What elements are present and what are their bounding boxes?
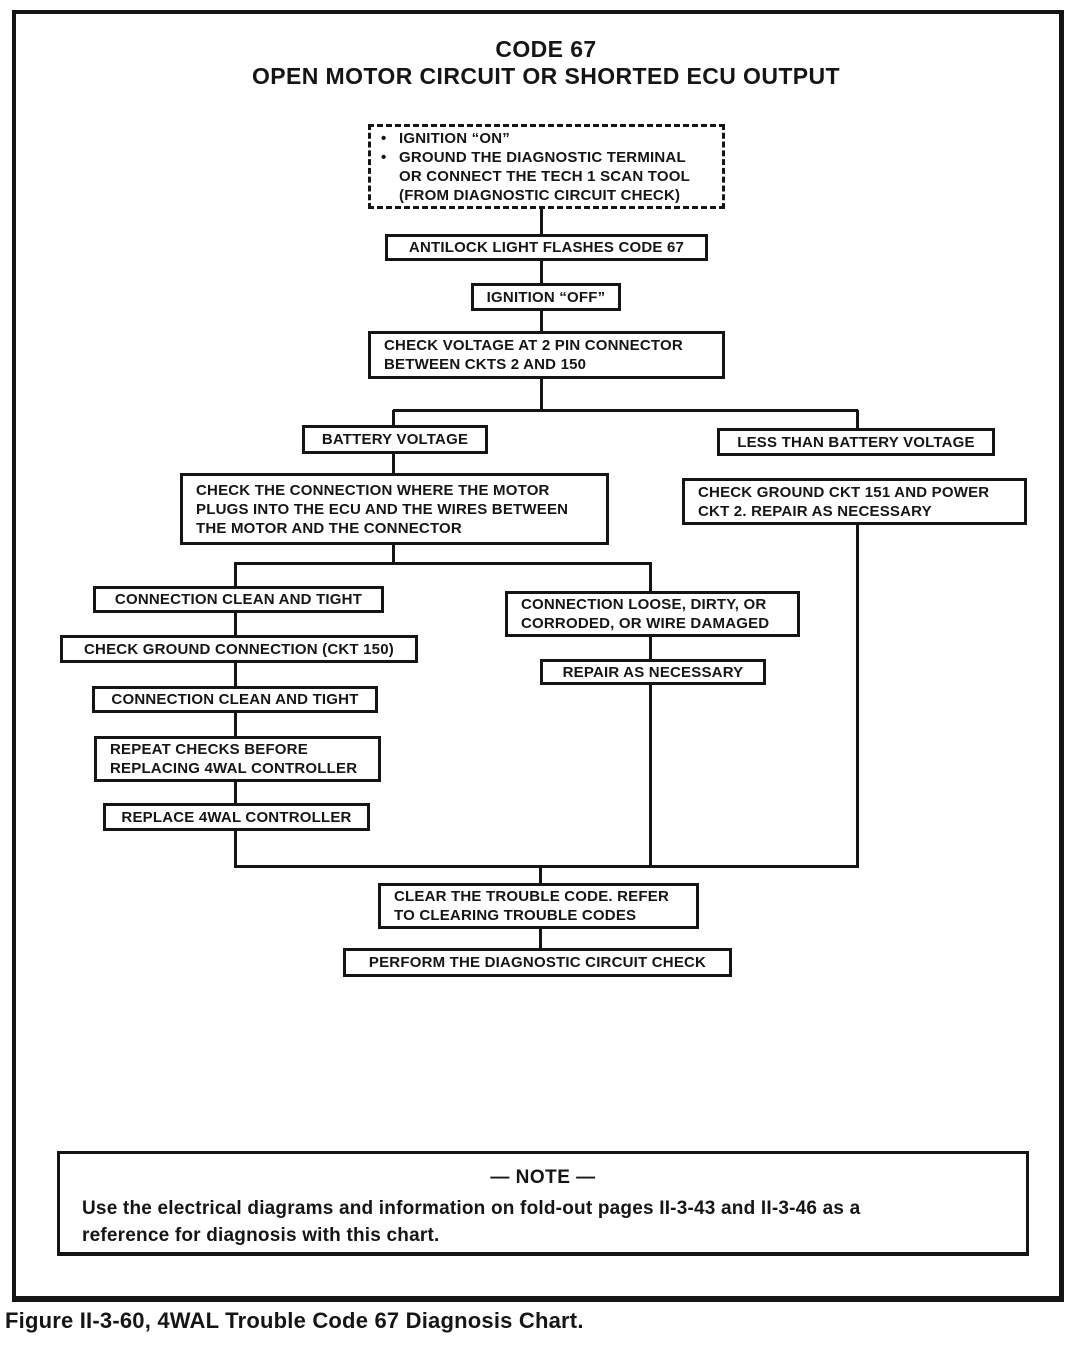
- node-antilock-light-text: ANTILOCK LIGHT FLASHES CODE 67: [408, 239, 685, 256]
- node-less-than-battery-voltage: [717, 428, 995, 456]
- node-clear-trouble-code-text: TO CLEARING TROUBLE CODES: [394, 907, 637, 924]
- node-repeat-checks-text: REPEAT CHECKS BEFORE: [110, 741, 308, 758]
- connector-line: [234, 713, 237, 736]
- connector-line: [392, 454, 395, 473]
- node-start-line: [381, 129, 722, 148]
- node-replace-controller: [103, 803, 370, 831]
- node-start-line: [381, 167, 722, 186]
- node-check-connection-text: CHECK THE CONNECTION WHERE THE MOTOR: [196, 481, 550, 499]
- node-check-ground-power-text: CKT 2. REPAIR AS NECESSARY: [698, 502, 932, 520]
- connector-line: [540, 379, 543, 411]
- connector-line: [234, 663, 237, 686]
- node-ignition-off-text: IGNITION “OFF”: [486, 288, 606, 306]
- node-start-text: OR CONNECT THE TECH 1 SCAN TOOL: [399, 167, 690, 185]
- node-connection-loose-text: CONNECTION LOOSE, DIRTY, OR: [521, 596, 767, 613]
- node-repeat-checks-text: REPLACING 4WAL CONTROLLER: [110, 760, 358, 777]
- node-check-voltage-text: BETWEEN CKTS 2 AND 150: [384, 356, 587, 373]
- bullet-icon: •: [381, 129, 387, 147]
- node-battery-voltage: [302, 425, 488, 454]
- node-repeat-checks: [94, 736, 381, 782]
- node-start-text: (FROM DIAGNOSTIC CIRCUIT CHECK): [399, 186, 681, 204]
- connector-line: [234, 563, 237, 586]
- connector-line: [393, 409, 858, 412]
- connector-line: [234, 782, 237, 803]
- connector-line: [234, 831, 237, 867]
- connector-line: [234, 865, 859, 868]
- note-body: [60, 1189, 1026, 1249]
- note-body-line: Use the electrical diagrams and information on fold-out pages II-3-43 and II-3-46 as a: [82, 1198, 861, 1219]
- connector-line: [649, 685, 652, 867]
- node-check-connection: [180, 473, 609, 545]
- node-connection-clean-1: [93, 586, 384, 613]
- node-perform-diagnostic-check-text: PERFORM THE DIAGNOSTIC CIRCUIT CHECK: [368, 954, 707, 971]
- node-clear-trouble-code: [378, 883, 699, 929]
- node-check-voltage-text: CHECK VOLTAGE AT 2 PIN CONNECTOR: [384, 337, 683, 354]
- chart-title-description: OPEN MOTOR CIRCUIT OR SHORTED ECU OUTPUT: [251, 63, 841, 89]
- node-start-line: [381, 186, 722, 205]
- connector-line: [234, 562, 652, 565]
- connector-line: [856, 410, 859, 428]
- node-connection-clean-1-text: CONNECTION CLEAN AND TIGHT: [114, 591, 363, 608]
- connector-line: [856, 525, 859, 867]
- connector-line: [539, 929, 542, 948]
- node-start-line: [381, 148, 722, 167]
- node-battery-voltage-text: BATTERY VOLTAGE: [321, 431, 469, 448]
- node-check-ground-power-text: CHECK GROUND CKT 151 AND POWER: [698, 483, 990, 501]
- node-connection-loose-text: CORRODED, OR WIRE DAMAGED: [521, 615, 770, 632]
- connector-line: [539, 868, 542, 883]
- node-connection-clean-2-text: CONNECTION CLEAN AND TIGHT: [111, 691, 359, 708]
- figure-caption: Figure II-3-60, 4WAL Trouble Code 67 Diagnosis Chart.: [5, 1308, 584, 1333]
- connector-line: [540, 311, 543, 331]
- bullet-icon: •: [381, 148, 387, 166]
- node-check-connection-text: PLUGS INTO THE ECU AND THE WIRES BETWEEN: [196, 500, 569, 518]
- connector-line: [392, 410, 395, 425]
- connector-line: [540, 208, 543, 234]
- chart-title-code: CODE 67: [495, 36, 597, 62]
- node-start-conditions: [368, 124, 725, 209]
- node-start-text: GROUND THE DIAGNOSTIC TERMINAL: [399, 148, 686, 166]
- node-check-connection-text: THE MOTOR AND THE CONNECTOR: [196, 519, 462, 537]
- node-perform-diagnostic-check: [343, 948, 732, 977]
- node-repair-as-necessary-text: REPAIR AS NECESSARY: [562, 663, 744, 681]
- node-repair-as-necessary: [540, 659, 766, 685]
- node-less-than-battery-voltage-text: LESS THAN BATTERY VOLTAGE: [737, 433, 975, 451]
- node-check-ground-connection: [60, 635, 418, 663]
- node-check-ground-connection-text: CHECK GROUND CONNECTION (CKT 150): [84, 640, 394, 658]
- connector-line: [649, 637, 652, 659]
- node-check-ground-power: [682, 478, 1027, 525]
- node-clear-trouble-code-text: CLEAR THE TROUBLE CODE. REFER: [394, 888, 669, 905]
- chart-title: [14, 36, 1072, 90]
- node-start-text: IGNITION “ON”: [399, 129, 510, 147]
- node-connection-clean-2: [92, 686, 378, 713]
- node-ignition-off: [471, 283, 621, 311]
- node-antilock-light: [385, 234, 708, 261]
- connector-line: [649, 563, 652, 591]
- note-box: [57, 1151, 1029, 1256]
- connector-line: [234, 613, 237, 635]
- note-body-line: reference for diagnosis with this chart.: [82, 1225, 440, 1246]
- note-heading: — NOTE —: [490, 1167, 596, 1188]
- node-check-voltage: [368, 331, 725, 379]
- node-replace-controller-text: REPLACE 4WAL CONTROLLER: [121, 808, 352, 826]
- node-connection-loose: [505, 591, 800, 637]
- connector-line: [540, 261, 543, 283]
